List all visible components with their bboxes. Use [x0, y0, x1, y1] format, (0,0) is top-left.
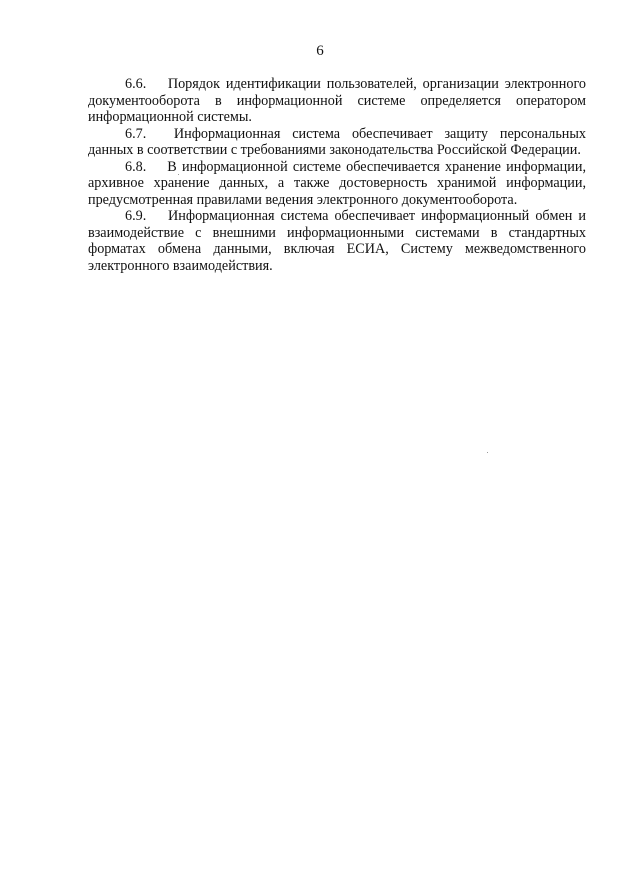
scan-speck — [487, 452, 488, 453]
paragraph-number: 6.6. — [125, 76, 147, 92]
paragraph-6-7 — [88, 126, 586, 159]
paragraph-6-8 — [88, 159, 586, 209]
paragraph-text: Порядок идентификации пользователей, организации электронного документооборота в информационной системе определяется оператором информационной системы. — [88, 76, 587, 125]
paragraph-6-9 — [88, 208, 586, 274]
document-body — [88, 76, 586, 274]
page-number: 6 — [316, 43, 324, 59]
paragraph-text: Информационная система обеспечивает защиту персональных данных в соответствии с требованиями законодательства Российской Федерации. — [88, 125, 587, 158]
paragraph-number: 6.9. — [125, 208, 147, 224]
paragraph-number: 6.7. — [125, 125, 147, 142]
paragraph-6-6 — [88, 76, 586, 126]
scan-speck — [178, 174, 179, 175]
paragraph-text: В информационной системе обеспечивается хранение информации, архивное хранение данных, а также достоверность хранимой информации, предусмотренная правилами ведения электронного документооборота. — [88, 158, 587, 208]
paragraph-text: Информационная система обеспечивает информационный обмен и взаимодействие с внешними информационными системами в стандартных форматах обмена данными, включая ЕСИА, Систему межведомственного электронного взаимодействия. — [88, 208, 586, 274]
paragraph-number: 6.8. — [125, 158, 147, 175]
